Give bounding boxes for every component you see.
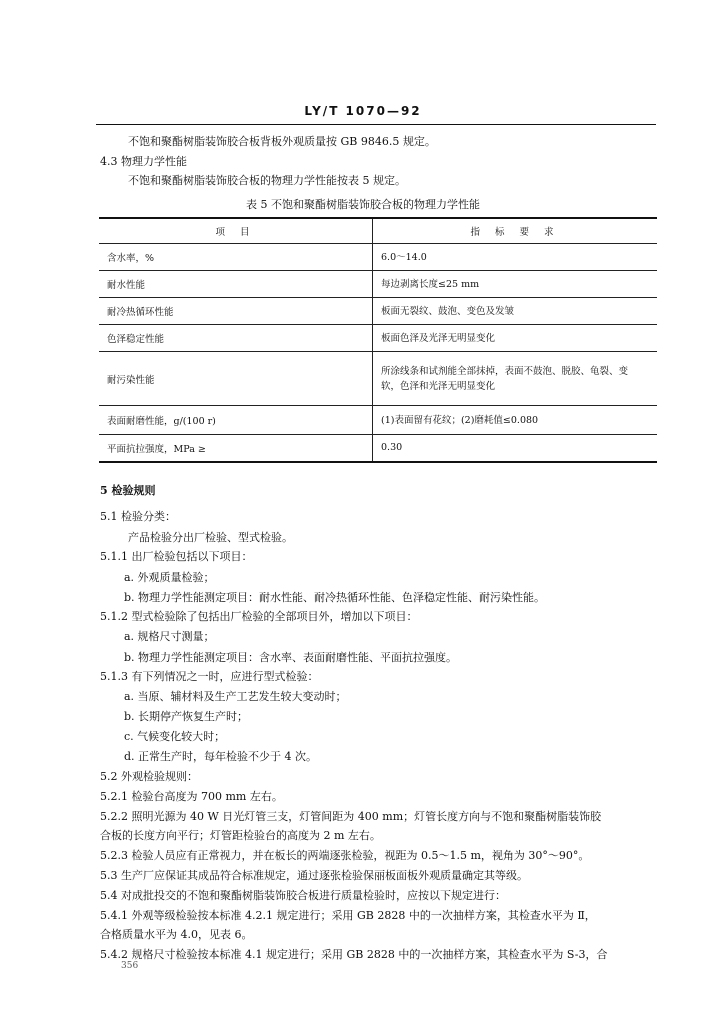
clause-5-2-1: 5.2.1 检验台高度为 700 mm 左右。 bbox=[100, 790, 283, 803]
clause-5-3: 5.3 生产厂应保证其成品符合标准规定，通过逐张检验保丽板面板外观质量确定其等级。 bbox=[100, 869, 528, 882]
header-rule bbox=[96, 124, 656, 125]
clause-5-1-1: 5.1.1 出厂检验包括以下项目： bbox=[100, 550, 253, 563]
table-row bbox=[99, 352, 657, 406]
table-row bbox=[99, 271, 657, 298]
clause-5-1-text: 产品检验分出厂检验、型式检验。 bbox=[128, 531, 293, 544]
clause-5-4-2: 5.4.2 规格尺寸检验按本标准 4.1 规定进行；采用 GB 2828 中的一次抽样方案，其检查水平为 S-3，合 bbox=[100, 948, 608, 961]
row-item: 表面耐磨性能，g/(100 r) bbox=[99, 406, 373, 435]
row-requirement-line: 软，色泽和光泽无明显变化 bbox=[381, 380, 496, 392]
previous-clause-text: 不饱和聚酯树脂装饰胶合板背板外观质量按 GB 9846.5 规定。 bbox=[128, 135, 436, 148]
row-requirement: (1)表面留有花纹；(2)磨耗值≤0.080 bbox=[373, 406, 658, 435]
row-requirement-line: 所涂线条和试剂能全部抹掉，表面不鼓泡、脱胶、龟裂、变 bbox=[381, 365, 629, 377]
table-row bbox=[99, 435, 657, 462]
column-header-item: 项 目 bbox=[99, 218, 373, 244]
clause-5-1-1-b: b. 物理力学性能测定项目：耐水性能、耐冷热循环性能、色泽稳定性能、耐污染性能。 bbox=[124, 591, 546, 604]
clause-5-1-3-b: b. 长期停产恢复生产时； bbox=[124, 710, 249, 723]
table-header-row bbox=[99, 218, 657, 244]
table-row bbox=[99, 406, 657, 435]
clause-5-4: 5.4 对成批投交的不饱和聚酯树脂装饰胶合板进行质量检验时，应按以下规定进行： bbox=[100, 889, 506, 902]
row-item: 耐冷热循环性能 bbox=[99, 298, 373, 325]
clause-5-1: 5.1 检验分类： bbox=[100, 510, 176, 523]
clause-5-1-2-a: a. 规格尺寸测量； bbox=[124, 630, 215, 643]
table-row bbox=[99, 325, 657, 352]
clause-5-2-2: 5.2.2 照明光源为 40 W 日光灯管三支，灯管间距为 400 mm；灯管长度方向与不饱和聚酯树脂装饰胶 bbox=[100, 810, 602, 823]
clause-5-2: 5.2 外观检验规则： bbox=[100, 770, 198, 783]
row-item: 含水率，% bbox=[99, 244, 373, 271]
row-item: 耐水性能 bbox=[99, 271, 373, 298]
table-row bbox=[99, 244, 657, 271]
clause-5-4-1: 5.4.1 外观等级检验按本标准 4.2.1 规定进行；采用 GB 2828 中的一次抽样方案，其检查水平为 Ⅱ， bbox=[100, 909, 596, 922]
row-requirement: 每边剥离长度≤25 mm bbox=[373, 271, 658, 298]
clause-5-2-2-cont: 合板的长度方向平行；灯管距检验台的高度为 2 m 左右。 bbox=[100, 829, 381, 842]
row-requirement: 0.30 bbox=[373, 435, 658, 462]
clause-5-2-3: 5.2.3 检验人员应有正常视力，并在板长的两端逐张检验，视距为 0.5～1.5 m，视角为 30°～90°。 bbox=[100, 849, 590, 862]
table-row bbox=[99, 298, 657, 325]
section-4-3-heading: 4.3 物理力学性能 bbox=[100, 155, 187, 168]
row-item: 耐污染性能 bbox=[99, 352, 373, 406]
clause-5-1-3-c: c. 气候变化较大时； bbox=[124, 730, 226, 743]
clause-5-1-1-a: a. 外观质量检验； bbox=[124, 571, 215, 584]
clause-5-1-3-a: a. 当原、辅材料及生产工艺发生较大变动时； bbox=[124, 690, 347, 703]
section-5-heading: 5 检验规则 bbox=[100, 484, 156, 497]
row-requirement: 板面无裂纹、鼓泡、变色及发皱 bbox=[373, 298, 658, 325]
row-requirement bbox=[373, 352, 658, 406]
row-requirement: 6.0～14.0 bbox=[373, 244, 658, 271]
clause-5-1-3-d: d. 正常生产时，每年检验不少于 4 次。 bbox=[124, 750, 318, 763]
section-4-3-text: 不饱和聚酯树脂装饰胶合板的物理力学性能按表 5 规定。 bbox=[128, 174, 406, 187]
row-item: 平面抗拉强度，MPa ≥ bbox=[99, 435, 373, 462]
properties-table bbox=[99, 217, 657, 463]
page-number: 356 bbox=[121, 961, 139, 971]
column-header-requirement: 指 标 要 求 bbox=[373, 218, 658, 244]
standard-code: LY/T 1070—92 bbox=[304, 104, 422, 118]
table-5-title: 表 5 不饱和聚酯树脂装饰胶合板的物理力学性能 bbox=[246, 198, 480, 211]
clause-5-1-2-b: b. 物理力学性能测定项目：含水率、表面耐磨性能、平面抗拉强度。 bbox=[124, 651, 458, 664]
clause-5-4-1-cont: 合格质量水平为 4.0，见表 6。 bbox=[100, 928, 253, 941]
clause-5-1-3: 5.1.3 有下列情况之一时，应进行型式检验： bbox=[100, 670, 319, 683]
row-item: 色泽稳定性能 bbox=[99, 325, 373, 352]
clause-5-1-2: 5.1.2 型式检验除了包括出厂检验的全部项目外，增加以下项目： bbox=[100, 610, 418, 623]
row-requirement: 板面色泽及光泽无明显变化 bbox=[373, 325, 658, 352]
